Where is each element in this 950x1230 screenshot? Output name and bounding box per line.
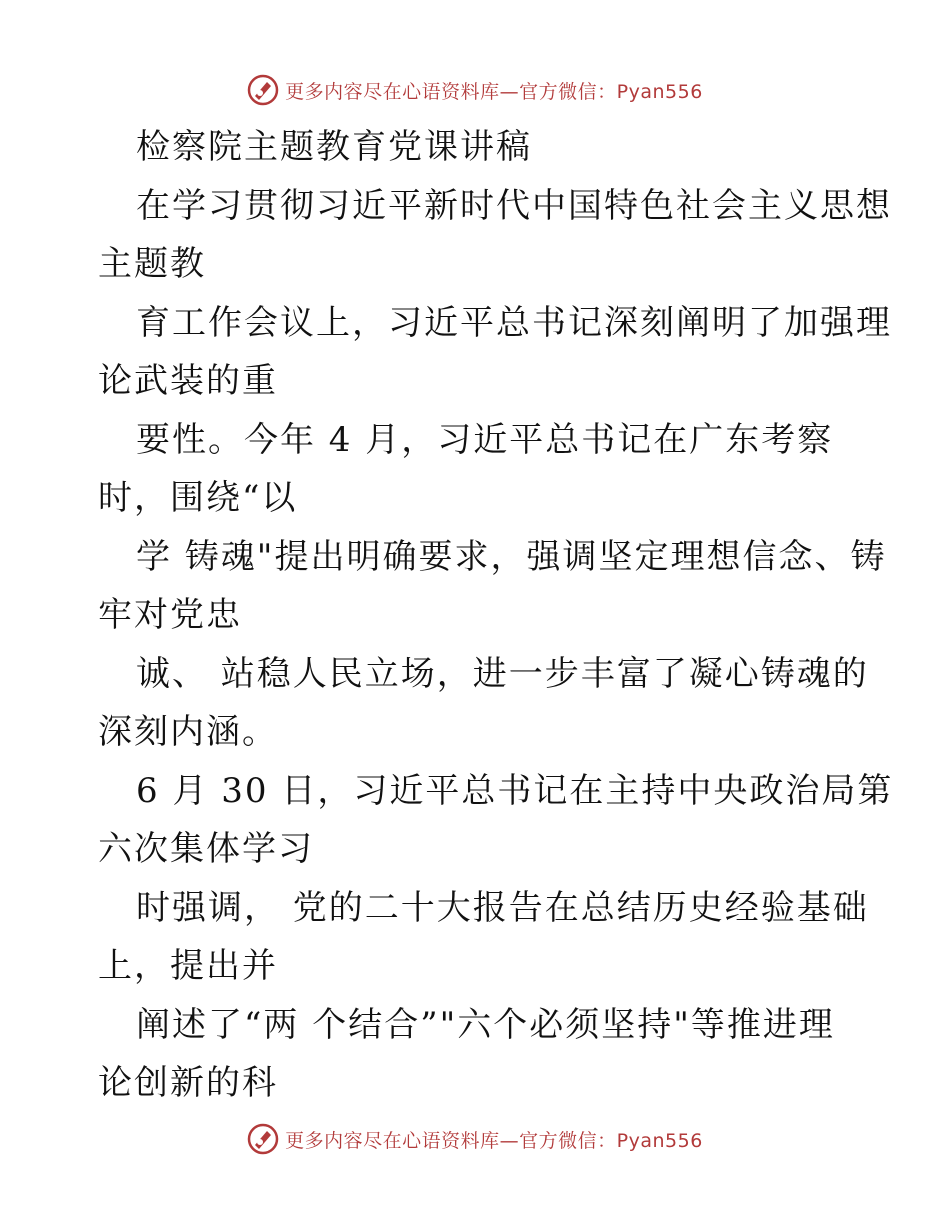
paragraph-line: 诚、 站稳人民立场，进一步丰富了凝心铸魂的 [136,653,869,694]
document-title: 检察院主题教育党课讲稿 [136,127,532,167]
footer-banner-text: 更多内容尽在心语资料库—官方微信：Pyan556 [285,1129,703,1152]
logo-icon [247,1123,279,1155]
paragraph-line: 时强调， 党的二十大报告在总结历史经验基础 [136,887,869,928]
paragraph-line: 论武装的重 [98,361,278,401]
paragraph-line: 牢对党忠 [98,595,242,635]
paragraph-line: 主题教 [98,244,206,284]
paragraph-line: 六次集体学习 [98,829,314,869]
document-body [98,118,894,1113]
paragraph-line: 育工作会议上，习近平总书记深刻阐明了加强理 [136,302,892,343]
paragraph-line: 时，围绕“以 [98,478,298,518]
logo-icon [247,74,279,106]
paragraph-line: 在学习贯彻习近平新时代中国特色社会主义思想 [136,185,892,226]
header-banner [0,70,950,110]
paragraph-line: 深刻内涵。 [98,712,278,752]
paragraph-line: 上，提出并 [98,946,278,986]
paragraph-line: 论创新的科 [98,1063,278,1103]
footer-banner [0,1119,950,1159]
header-banner-text: 更多内容尽在心语资料库—官方微信：Pyan556 [285,80,703,103]
paragraph-line: 6 月 30 日，习近平总书记在主持中央政治局第 [136,770,894,811]
paragraph-line: 要性。今年 4 月，习近平总书记在广东考察 [136,419,834,460]
paragraph-line: 学 铸魂"提出明确要求，强调坚定理想信念、铸 [136,536,887,577]
paragraph-line: 阐述了“两 个结合”"六个必须坚持"等推进理 [136,1004,835,1045]
